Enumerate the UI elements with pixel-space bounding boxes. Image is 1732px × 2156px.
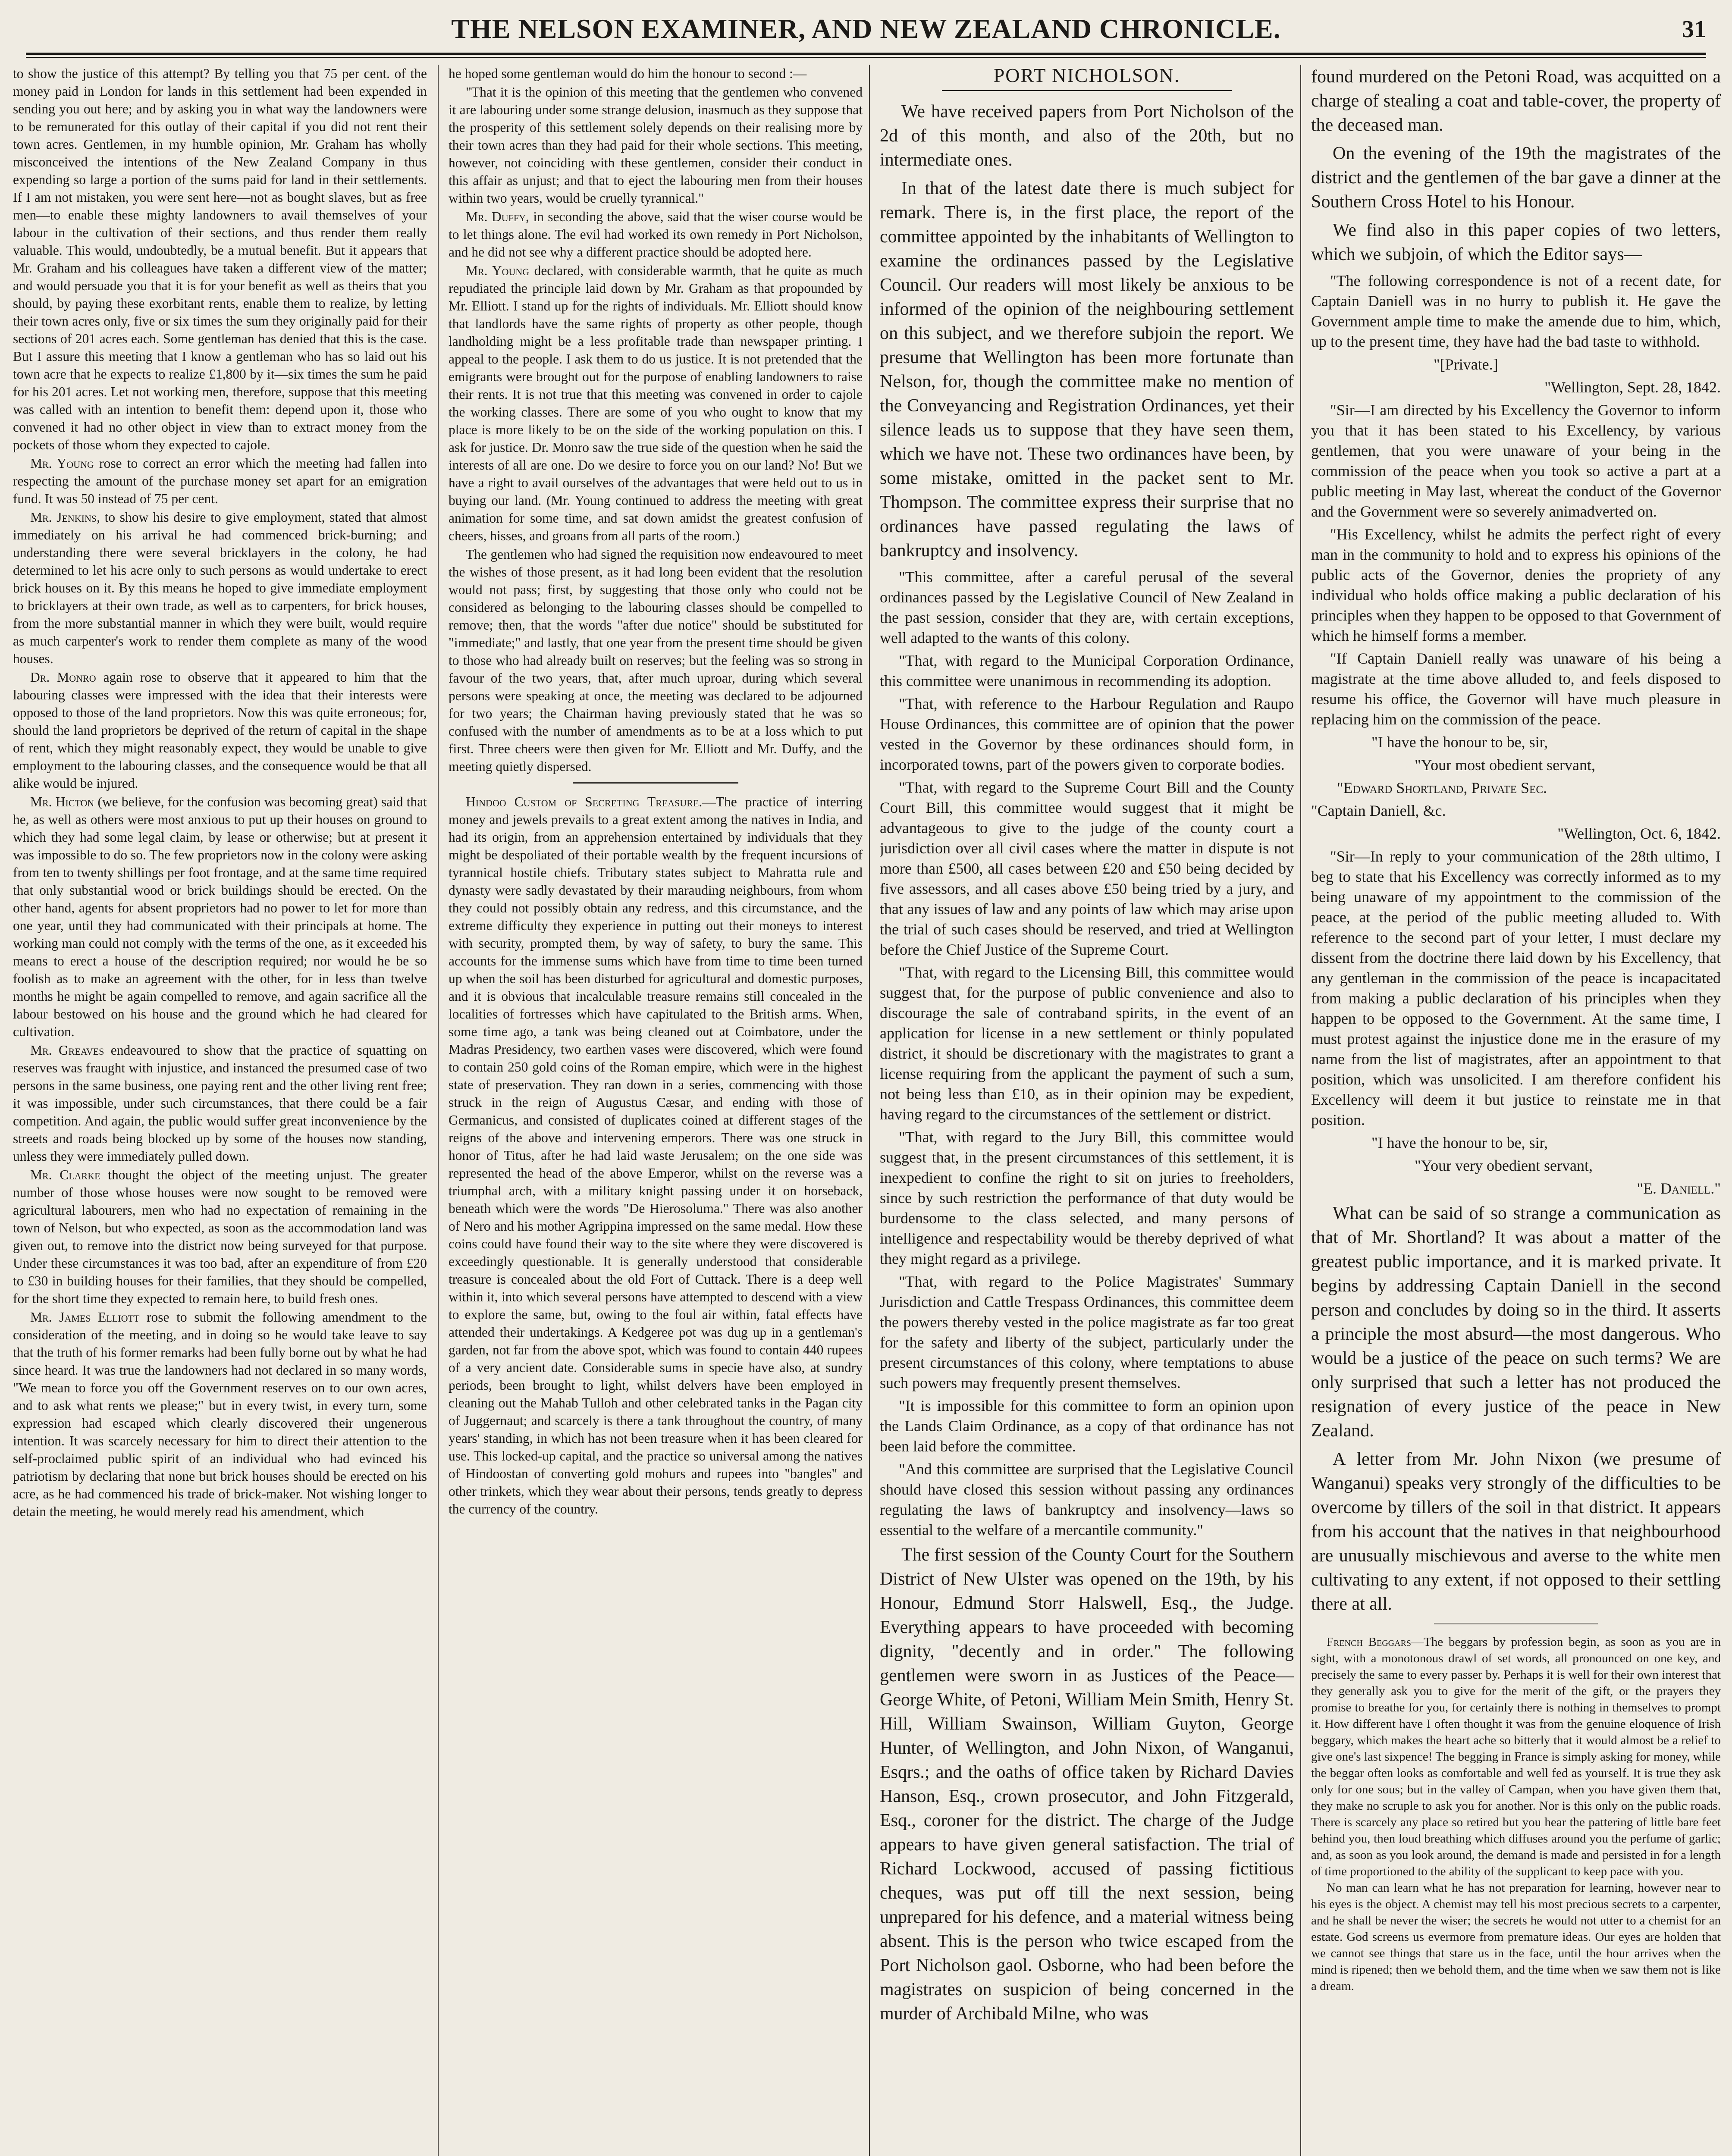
article-title: French Beggars xyxy=(1327,1635,1412,1649)
speaker-name: Mr. Jenkins, xyxy=(30,510,100,525)
section-separator xyxy=(573,782,738,785)
paragraph-text: declared, with considerable warmth, that he quite as much repudiated the principle laid down by Mr. Graham as that propounded by Mr. Elliott. I stand up for the rights of individuals. Mr. Elliott should know that landlords have the same rights of property as other people, though landholding might be a less profitable trade than newspaper printing. I appeal to the people. I ask them to do us justice. It is not pretended that the emigrants were brought out for the purpose of enabling landowners to raise their rents. It is not true that this meeting was convened in order to cajole the working classes. There are some of you who ought to know that my place is more likely to be on the side of the working population on this. I ask for justice. Dr. Monro saw the true side of the question when he said the interests of all are one. Do we desire to force you on our land? No! But we have a right to avail ourselves of the advantages that were held out to us in buying our land. (Mr. Young continued to address the meeting with great animation for some time, and sat down amidst the greatest confusion of cheers, hisses, and groans from all parts of the room.) xyxy=(449,263,863,543)
paragraph: he hoped some gentleman would do him the honour to second :— xyxy=(449,66,807,81)
column-4 xyxy=(1311,65,1721,2156)
paragraph: to show the justice of this attempt? By telling you that 75 per cent. of the money paid in London for lands in this settlement had been expended in sending you out here; and by asking you in what way the landowners were to be remunerated for this outlay of their capital if you did not rent their town acres. Gentlemen, in my humble opinion, Mr. Graham has wholly misconceived the intentions of the New Zealand Company in thus expending so large a portion of the sums paid for land in their settlements. If I am not mistaken, you were sent here—not as bought slaves, but as free men—to enable these mighty landowners to avail themselves of your labour in the cultivation of their sections, and thus render them really valuable. This would, undoubtedly, be a mutual benefit. But it appears that Mr. Graham and his colleagues have taken a different view of the matter; and would persuade you that it is for your benefit as well as theirs that you should, by paying these exorbitant rents, enable them to realize, by letting their town acres only, five or six times the sum they originally paid for their sections of 201 acres each. Some gentleman has denied that this is the case. But I assure this meeting that I know a gentleman who has so laid out his town acre that he expects to realize £1,800 by it—six times the sum he paid for his 201 acres. Let not working men, therefore, suppose that this meeting was called with an intention to benefit them: depend upon it, those who convened it had no other object in view than to extract money from the pockets of those whom they expected to cajole. xyxy=(13,66,427,452)
paragraph: A letter from Mr. John Nixon (we presume of Wanganui) speaks very strongly of the difficulties to be overcome by tillers of the soil in that district. It appears from his account that the natives in that neighbourhood are unusually mischievous and averse to the white men cultivating to any extent, if not opposed to their settling there at all. xyxy=(1311,1449,1721,1614)
paragraph-text: rose to submit the following amendment to the consideration of the meeting, and in doing so he would take leave to say that the truth of his former remarks had been fully borne out by what he had since heard. It was true the landowners had not declared in so many words, "We mean to force you off the Government reserves on to our own acres, and to ask what rents we please;" but in every twist, in every turn, some expression had escaped which clearly discovered their ungenerous intention. It was scarcely necessary for him to direct their attention to the self-proclaimed public spirit of an individual who had evinced his patriotism by declaring that none but brick houses should be erected on his acre, as he had commenced his trade of brick-maker. Not wishing longer to detain the meeting, he would merely read his amendment, which xyxy=(13,1310,427,1519)
article-body: —The beggars by profession begin, as soon as you are in sight, with a monotonous drawl of set words, all pronounced on one key, and precisely the same to every passer by. Perhaps it is well for their own interest that they generally ask you to give for the merit of the gift, or the prayers they promise to breathe for you, for certainly there is nothing in themselves to prompt it. How different have I often thought it was from the genuine eloquence of Irish beggary, which makes the heart ache so bitterly that it would almost be a relief to give one's last sixpence! The begging in France is simply asking for money, while the beggar often looks as comfortable and well fed as yourself. It is true they ask only for one sous; but in the valley of Campan, when you have given them that, they make no scruple to ask you for another. Nor is this only on the public roads. There is scarcely any place so retired but you hear the pattering of little bare feet behind you, then loud breathing which diffuses around you the perfume of garlic; and, as soon as you look around, the demand is made and persisted in for a length of time proportioned to the ability of the supplicant to keep pace with you. xyxy=(1311,1635,1721,1878)
letter-paragraph: "Sir—In reply to your communication of the 28th ultimo, I beg to state that his Excellency was correctly informed as to my being unaware of my appointment to the commission of the peace, at the period of the public meeting alluded to. With reference to the second part of your letter, I must declare my dissent from the doctrine there laid down by his Excellency, that any gentleman in the commission of the peace is incapacitated from making a public declaration of his principles when they happen to be opposed to the Government. At the same time, I must protest against the injustice done me in the erasure of my name from the list of magistrates, after an appointment to that position, which was unsolicited. I am therefore confident his Excellency will deem it but justice to reinstate me in that position. xyxy=(1311,848,1721,1128)
paragraph: "The following correspondence is not of a recent date, for Captain Daniell was in no hurry to publish it. He gave the Government ample time to make the amende due to him, which, up to the present time, they have had the bad taste to withhold. xyxy=(1311,272,1721,350)
miscellany xyxy=(1311,1634,1721,1994)
speaker-name: Mr. Hicton xyxy=(30,794,94,809)
signatory: "Edward Shortland, Private Sec. xyxy=(1337,779,1547,796)
letter-marking: "[Private.] xyxy=(1434,356,1498,373)
letter-date: "Wellington, Oct. 6, 1842. xyxy=(1557,825,1721,842)
article-hindoo-custom xyxy=(449,793,863,1518)
paragraph xyxy=(13,508,427,667)
paragraph-text: rose to correct an error which the meeting had fallen into respecting the amount of the purchase money set apart for an emigration fund. It was 50 instead of 75 per cent. xyxy=(13,456,427,506)
column-rule xyxy=(438,65,439,2156)
column-1 xyxy=(13,65,427,2156)
committee-report xyxy=(880,567,1294,1540)
page-number: 31 xyxy=(1682,16,1706,43)
column-rule xyxy=(869,65,870,2156)
paragraph: We find also in this paper copies of two letters, which we subjoin, of which the Editor says— xyxy=(1311,220,1721,264)
editorial-body xyxy=(880,1543,1294,2026)
signoff-line: "Your most obedient servant, xyxy=(1415,756,1596,774)
editorial-body xyxy=(1311,65,1721,266)
addressee: "Captain Daniell, &c. xyxy=(1311,802,1446,819)
signoff-line: "I have the honour to be, sir, xyxy=(1371,1134,1548,1151)
paragraph-text: to show his desire to give employment, stated that almost immediately on his arrival he had commenced brick-burning; and understanding there were several bricklayers in the colony, he had determined to let his acre only to such persons as would undertake to erect brick houses on it. By this means he hoped to give immediate employment to bricklayers at their own trade, as well as to carpenters, for brick houses, from the more substantial manner in which they were built, would require as much carpenter's work to render them complete as many of the wood houses. xyxy=(13,510,427,666)
editorial-body xyxy=(1311,1201,1721,1616)
paragraph: We have received papers from Port Nicholson of the 2d of this month, and also of the 20th, but no intermediate ones. xyxy=(880,102,1294,170)
report-item: "That, with reference to the Harbour Regulation and Raupo House Ordinances, this committee are of opinion that the power vested in the Governor by these ordinances should form, in incorporated towns, part of the powers given to corporate bodies. xyxy=(880,695,1294,773)
speaker-name: Mr. Clarke xyxy=(30,1167,100,1182)
letter-paragraph: "Sir—I am directed by his Excellency the Governor to inform you that it has been stated to his Excellency, by various gentlemen, that you were unaware of your being in the commission of the peace when you took so active a part at a public meeting in May last, whereat the conduct of the Governor and the Government were so severely animadverted on. xyxy=(1311,401,1721,520)
article-french-beggars xyxy=(1311,1634,1721,1880)
section-heading: PORT NICHOLSON. xyxy=(993,65,1180,86)
header-rule-thin xyxy=(26,57,1706,58)
speaker-name: Dr. Monro xyxy=(30,670,96,685)
letter-signoff xyxy=(1311,732,1721,821)
paragraph: On the evening of the 19th the magistrates of the district and the gentlemen of the bar gave a dinner at the Southern Cross Hotel to his Honour. xyxy=(1311,144,1721,212)
paragraph: What can be said of so strange a communication as that of Mr. Shortland? It was about a matter of the greatest public importance, and it is marked private. It begins by addressing Captain Daniell in the second person and concludes by doing so in the third. It asserts a principle the most absurd—the most dangerous. Who would be a justice of the peace on such terms? We are only surprised that such a letter has not produced the resignation of every justice of the peace in New Zealand. xyxy=(1311,1203,1721,1441)
paragraph: No man can learn what he has not preparation for learning, however near to his eyes is the object. A chemist may tell his most precious secrets to a carpenter, and he shall be never the wiser; the secrets he would not utter to a chemist for an estate. God screens us evermore from premature ideas. Our eyes are holden that we cannot see things that stare us in the face, until the hour arrives when the mind is ripened; then we behold them, and the time when we saw them not is like a dream. xyxy=(1311,1881,1721,1993)
paragraph xyxy=(13,1041,427,1165)
column-2 xyxy=(449,65,863,2156)
page-header xyxy=(26,13,1706,47)
paragraph: In that of the latest date there is much subject for remark. There is, in the first place, the report of the committee appointed by the inhabitants of Wellington to examine the ordinances passed by the Legislative Council. Our readers will most likely be anxious to be informed of the opinion of the neighbouring settlement on this subject, and we therefore subjoin the report. We presume that Wellington has been more fortunate than Nelson, for, though the committee make no mention of the Conveyancing and Registration Ordinances, yet their silence leads us to suppose that they have seen them, which we have not. These two ordinances have been, by some mistake, omitted in the packet sent to Mr. Thompson. The committee express their surprise that no ordinances have passed regulating the laws of bankruptcy and insolvency. xyxy=(880,179,1294,561)
column-rule xyxy=(1300,65,1301,2156)
paragraph xyxy=(449,262,863,545)
report-item: "That, with regard to the Supreme Court Bill and the County Court Bill, this committee would suggest that it might be advantageous to give to the judge of the county court a jurisdiction over all civil cases where the matter in dispute is not more than £500, all cases between £20 and £50 being decided by five assessors, and all cases above £50 being tried by a jury, and that any issues of law and any points of law which may arise upon the trial of such cases should be reserved, and tried at Wellington before the Chief Justice of the Supreme Court. xyxy=(880,779,1294,958)
running-title: THE NELSON EXAMINER, AND NEW ZEALAND CHRONICLE. xyxy=(451,13,1281,44)
letter-paragraph: "His Excellency, whilst he admits the perfect right of every man in the community to hold and to express his opinions of the public acts of the Governor, denies the propriety of any individual who holds office making a public declaration of his principles when they happen to be opposed to that Government of which he himself forms a member. xyxy=(1311,526,1721,644)
paragraph: found murdered on the Petoni Road, was acquitted on a charge of stealing a coat and table-cover, the property of the deceased man. xyxy=(1311,67,1721,135)
paragraph-text: again rose to observe that it appeared to him that the labouring classes were impressed with the idea that their interests were opposed to those of the land proprietors. Now this was quite erroneous; for, should the land proprietors be deprived of the return of capital in the shape of rent, which they might reasonably expect, they would be unable to give employment to the labouring classes, and the consequence would be that all alike would be injured. xyxy=(13,670,427,791)
speaker-name: Mr. James Elliott xyxy=(30,1310,140,1325)
report-item: "This committee, after a careful perusal of the several ordinances passed by the Legislative Council of New Zealand in the past session, consider that they are, with certain exceptions, well adapted to the wants of this colony. xyxy=(880,568,1294,646)
signoff-line: "I have the honour to be, sir, xyxy=(1371,733,1548,751)
paragraph xyxy=(13,1166,427,1307)
speaker-name: Mr. Greaves xyxy=(30,1043,104,1058)
signatory: "E. Daniell." xyxy=(1637,1180,1721,1197)
paragraph xyxy=(13,793,427,1040)
heading-rule xyxy=(942,90,1232,91)
paragraph-text: thought the object of the meeting unjust. The greater number of those whose houses were now sought to be removed were agricultural labourers, men who had no expectation of remaining in the town of Nelson, but who expected, as soon as the accommodation land was given out, to remove into the district now being surveyed for that purpose. Under these circumstances it was too bad, after an expenditure of from £20 to £30 in building houses for their families, that they should be compelled, for the short time they expected to remain here, to build fresh ones. xyxy=(13,1167,427,1306)
article-body: —The practice of interring money and jewels prevails to a great extent among the natives in India, and had its origin, from an apprehension entertained by individuals that they might be despoliated of their portable wealth by the frequent incursions of tyrannical hostile chiefs. Tributary states subject to Mahratta rule and dynasty were sadly devastated by their marauding neighbours, from whom they could not possibly obtain any redress, and this circumstance, and the extreme difficulty they experience in putting out their moneys to interest with security, prompted them, by way of safety, to bury the same. This accounts for the immense sums which have from time to time been turned up when the soil has been disturbed for agricultural and domestic purposes, and it is obvious that incalculable treasure remains still concealed in the localities of fortresses which have capitulated to the British arms. When, some time ago, a tank was being cleaned out at Coimbatore, under the Madras Presidency, two earthen vases were discovered, which were found to contain 250 gold coins of the Roman empire, which were in the highest state of preservation. They ran down in a series, commencing with those struck in the reign of Augustus Cæsar, and ending with those of Germanicus, and consisted of duplicates coined at different stages of the reigns of the above and intervening emperors. There was one struck in honor of Titus, after he had laid waste Jerusalem; on the one side was represented the head of the above Emperor, whilst on the reverse was a triumphal arch, with a military knight passing under it on horseback, beneath which were the words "De Hierosoluma." There was also another of Nero and his mother Agrippina impressed on the same medal. How these coins could have found their way to the site where they were discovered is exceedingly questionable. It is generally understood that considerable treasure is concealed about the old Fort of Cuttack. There is a deep well within it, into which several persons have attempted to descend with a view to explore the same, but, owing to the foul air within, fatal effects have attended their undertakings. A Kedgeree pot was dug up in a gentleman's garden, not far from the above spot, which was found to contain 440 rupees of a very ancient date. Considerable sums in specie have also, at sundry periods, been brought to light, whilst delvers have been employed in cleaning out the Mahab Tulloh and other celebrated tanks in the Pagan city of Juggernaut; and scarcely is there a tank throughout the country, of many years' standing, in which has not been treasure when it has been cleared for use. This locked-up capital, and the practice so universal among the natives of Hindoostan of converting gold mohurs and rupees into "bangles" and other trinkets, which they wear about their persons, tends greatly to depress the currency of the country. xyxy=(449,794,863,1517)
report-item: "It is impossible for this committee to form an opinion upon the Lands Claim Ordinance, as a copy of that ordinance has not been laid before the committee. xyxy=(880,1397,1294,1455)
speaker-name: Mr. Young xyxy=(30,456,94,471)
paragraph xyxy=(13,668,427,792)
paragraph xyxy=(13,1308,427,1520)
signoff-line: "Your very obedient servant, xyxy=(1415,1157,1593,1174)
report-item: "And this committee are surprised that the Legislative Council should have closed this session without passing any ordinances regulating the laws of bankruptcy and insolvency—laws so essential to the welfare of a mercantile community." xyxy=(880,1460,1294,1539)
letter-signoff xyxy=(1311,1133,1721,1199)
letters xyxy=(1311,271,1721,1199)
header-rule xyxy=(26,53,1706,55)
report-item: "That, with regard to the Police Magistrates' Summary Jurisdiction and Cattle Trespass Ordinances, this committee deem the powers thereby vested in the police magistrate as far too great for the safety and liberty of the subject, particularly under the present circumstances of this colony, where temptations to abuse such powers may frequently present themselves. xyxy=(880,1273,1294,1391)
paragraph: The gentlemen who had signed the requisition now endeavoured to meet the wishes of those present, as it had long been evident that the resolution would not pass; first, by suggesting that those only who could not be considered as belonging to the labouring classes should be compelled to remove; then, that the words "after due notice" should be substituted for "immediate;" and lastly, that one year from the present time should be given to those who had already built on reserves; but the feeling was so strong in favour of the two years, that, after much uproar, during which several persons were speaking at once, the meeting was declared to be adjourned for two years; the Chairman having previously stated that he was so confused with the number of amendments as to be at a loss which to put first. Three cheers were then given for Mr. Elliott and Mr. Duffy, and the meeting quietly dispersed. xyxy=(449,547,863,774)
report-item: "That, with regard to the Licensing Bill, this committee would suggest that, for the purpose of public convenience and also to discourage the sale of contraband spirits, in the event of an application for license in a new settlement or thinly populated district, it should be discretionary with the magistrates to grant a license requiring from the applicant the payment of such a sum, not being less than £10, as in their opinion may be expedient, having regard to the circumstances of the settlement or district. xyxy=(880,964,1294,1123)
paragraph xyxy=(449,208,863,261)
letter-date: "Wellington, Sept. 28, 1842. xyxy=(1544,379,1721,396)
paragraph: The first session of the County Court for the Southern District of New Ulster was opened on the 19th, by his Honour, Edmund Storr Halswell, Esq., the Judge. Everything appears to have proceeded with becoming dignity, "decently and in order." The following gentlemen were sworn in as Justices of the Peace—George White, of Petoni, William Mein Smith, Henry St. Hill, William Swainson, William Guyton, George Hunter, of Wellington, and John Nixon, of Wanganui, Esqrs.; and the oaths of office taken by Richard Davies Hanson, Esq., crown prosecutor, and John Fitzgerald, Esq., coroner for the district. The charge of the Judge appears to have given general satisfaction. The trial of Richard Lockwood, accused of passing fictitious cheques, was put off till the next session, being unprepared for his defence, and a material witness being absent. This is the person who twice escaped from the Port Nicholson gaol. Osborne, who had been before the magistrates on suspicion of being concerned in the murder of Archibald Milne, who was xyxy=(880,1545,1294,2024)
report-item: "That, with regard to the Municipal Corporation Ordinance, this committee were unanimous in recommending its adoption. xyxy=(880,652,1294,689)
paragraph-text: (we believe, for the confusion was becoming great) said that he, as well as others were most anxious to put up their houses on ground to which they had some legal claim, by lease or otherwise; but at present it was impossible to do so. The few proprietors now in the colony were asking from ten to twenty shillings per foot frontage, and at the same time required that only substantial wood or brick buildings should be erected. On the other hand, agents for absent proprietors had no power to let for more than one year, until they had communicated with their principals at home. The working man could not comply with the terms of the one, as it exceeded his means to erect a house of the description required; nor would he be so foolish as to make an agreement with the other, for in less than twelve months he might be again compelled to remove, and again sacrifice all the labour bestowed on his house and the ground which he had cleared for cultivation. xyxy=(13,794,427,1039)
section-separator xyxy=(1434,1623,1598,1626)
quoted-amendment: "That it is the opinion of this meeting that the gentlemen who convened it are labouring under some strange delusion, inasmuch as they suppose that the prosperity of this settlement solely depends on their realising more by their town acres than they had paid for their whole sections. This meeting, however, not coinciding with these gentlemen, consider their conduct in this affair as unjust; and that to eject the labouring men from their houses within two years, would be cruelly tyrannical." xyxy=(449,85,863,206)
report-item: "That, with regard to the Jury Bill, this committee would suggest that, in the present circumstances of this settlement, it is inexpedient to confine the right to sit on juries to freeholders, since by such restriction the performance of that duty would be burdensome to the class selected, and many persons of intelligence and respectability would be thereby deprived of what they might regard as a privilege. xyxy=(880,1128,1294,1267)
speaker-name: Mr. Young xyxy=(466,263,530,278)
paragraph-text: endeavoured to show that the practice of squatting on reserves was fraught with injustice, and instanced the presumed case of two persons in the same business, one paying rent and the other living rent free; it was impossible, under such circumstances, that there could be a fair competition. And again, the public would suffer great inconvenience by the streets and roads being blocked up by some of the houses now standing, unless they were immediately pulled down. xyxy=(13,1043,427,1164)
paragraph-text: in seconding the above, said that the wiser course would be to let things alone. The evil had worked its own remedy in Port Nicholson, and he did not see why a different practice should be adopted here. xyxy=(449,209,863,260)
speaker-name: Mr. Duffy, xyxy=(466,209,529,224)
column-3 xyxy=(880,65,1294,2156)
article-title: Hindoo Custom of Secreting Treasure. xyxy=(466,794,703,809)
editorial-body xyxy=(880,100,1294,563)
paragraph xyxy=(13,454,427,508)
letter-paragraph: "If Captain Daniell really was unaware of his being a magistrate at the time above alluded to, and feels disposed to resume his office, the Governor will have much pleasure in replacing him on the commission of the peace. xyxy=(1311,650,1721,728)
